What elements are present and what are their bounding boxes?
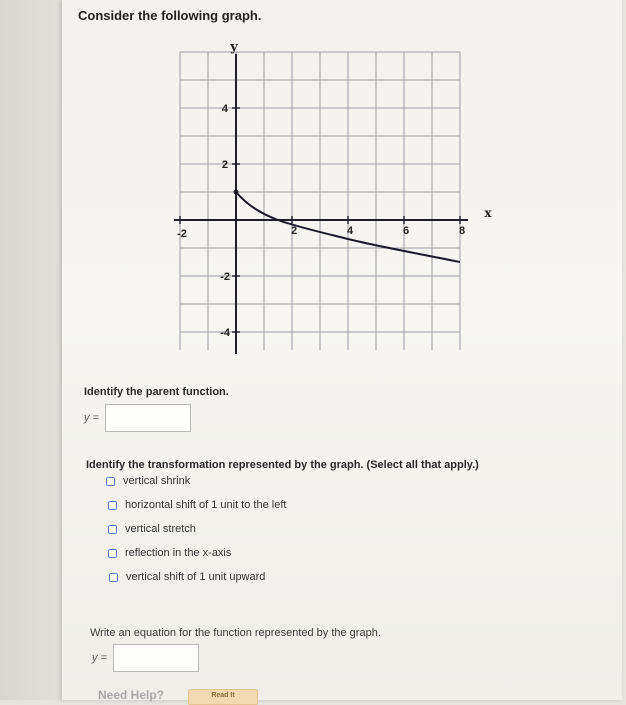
option-label: vertical shift of 1 unit upward: [126, 571, 266, 583]
x-tick-label: 2: [290, 225, 298, 237]
parent-function-answer-label: y =: [84, 412, 99, 424]
y-tick-label: 4: [221, 103, 228, 115]
option-vertical-shrink[interactable]: [106, 475, 190, 487]
equation-answer-label: y =: [92, 652, 107, 664]
checkbox[interactable]: [108, 501, 117, 510]
checkbox[interactable]: [108, 525, 117, 534]
equation-prompt: Write an equation for the function represented by the graph.: [90, 627, 381, 639]
question-page: [62, 0, 622, 700]
option-label: vertical stretch: [125, 523, 196, 535]
option-reflection-x-axis[interactable]: [108, 547, 231, 559]
graph-grid: [180, 52, 460, 350]
y-tick-label: 2: [221, 159, 228, 171]
parent-function-answer-row: [84, 404, 191, 432]
option-label: vertical shrink: [123, 475, 191, 487]
equation-answer-row: [92, 644, 199, 672]
read-it-button[interactable]: Read It: [188, 689, 258, 705]
option-horizontal-shift-left[interactable]: [108, 499, 286, 511]
y-tick-label: -4: [220, 327, 230, 339]
transformation-prompt: Identify the transformation represented by the graph. (Select all that apply.): [86, 459, 479, 471]
screen-left-edge: [0, 0, 62, 700]
checkbox[interactable]: [106, 477, 115, 486]
option-vertical-shift-up[interactable]: [109, 571, 265, 583]
x-tick-label: 4: [346, 225, 354, 237]
y-tick-label: -2: [220, 271, 230, 283]
checkbox[interactable]: [108, 549, 117, 558]
x-axis-label: x: [484, 206, 492, 220]
parent-function-input[interactable]: [105, 404, 191, 432]
checkbox[interactable]: [109, 573, 118, 582]
option-label: reflection in the x-axis: [125, 547, 232, 559]
option-label: horizontal shift of 1 unit to the left: [125, 499, 287, 511]
x-tick-label: 8: [458, 225, 466, 237]
x-tick-label: -2: [177, 228, 187, 240]
function-graph: [170, 40, 492, 362]
equation-input[interactable]: [113, 644, 199, 672]
y-axis-label: y: [230, 40, 238, 55]
option-vertical-stretch[interactable]: [108, 523, 196, 535]
page-heading: Consider the following graph.: [78, 8, 262, 23]
need-help-label: Need Help?: [98, 688, 165, 702]
x-tick-label: 6: [402, 225, 410, 237]
parent-function-prompt: Identify the parent function.: [84, 386, 229, 398]
